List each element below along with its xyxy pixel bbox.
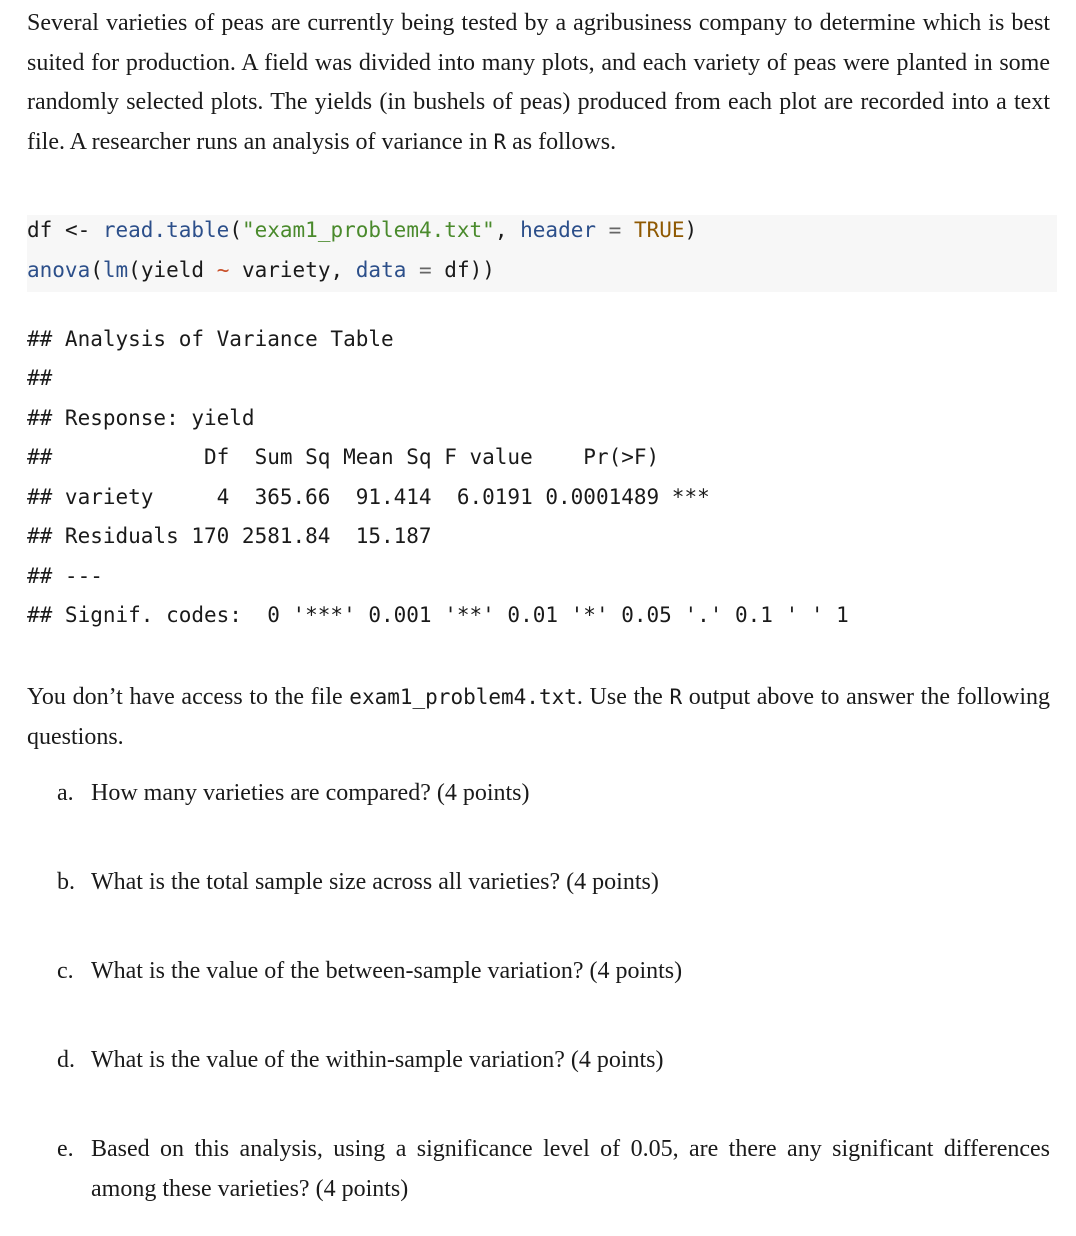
code-paren-open: ( bbox=[229, 218, 242, 242]
output-line: ## --- bbox=[27, 564, 103, 588]
output-line: ## variety 4 365.66 91.414 6.0191 0.0001489 *** bbox=[27, 485, 710, 509]
question-marker: b. bbox=[57, 869, 75, 895]
code-paren-open-2: ( bbox=[90, 258, 103, 282]
question-a bbox=[57, 773, 1050, 813]
code-equals: = bbox=[596, 218, 634, 242]
code-var-df: df bbox=[27, 218, 53, 242]
question-d bbox=[57, 1040, 1050, 1080]
question-text: Based on this analysis, using a significance level of 0.05, are there any significant differences among these varieties? (4 points) bbox=[91, 1136, 1050, 1202]
para-text-1: You don’t have access to the file bbox=[27, 684, 350, 710]
code-arg-header: header bbox=[520, 218, 596, 242]
question-c bbox=[57, 951, 1050, 991]
code-func-anova: anova bbox=[27, 258, 91, 282]
output-line: ## Response: yield bbox=[27, 406, 255, 430]
r-inline-code: R bbox=[669, 685, 683, 709]
instructions-paragraph bbox=[27, 678, 1050, 757]
code-equals-2: = bbox=[406, 258, 445, 282]
question-e bbox=[57, 1129, 1050, 1209]
code-func-read-table: read.table bbox=[102, 218, 230, 242]
code-paren-close: ) bbox=[684, 218, 698, 242]
code-formula-rhs: variety, bbox=[229, 258, 356, 282]
question-marker: e. bbox=[57, 1136, 74, 1162]
output-line: ## Analysis of Variance Table bbox=[27, 327, 394, 351]
intro-paragraph bbox=[27, 4, 1050, 162]
output-line: ## Residuals 170 2581.84 15.187 bbox=[27, 524, 710, 548]
para-text-3: output above to answer the following questions. bbox=[27, 684, 1050, 750]
code-line-2 bbox=[27, 258, 495, 282]
code-arg-data: data bbox=[355, 258, 407, 282]
code-line-1 bbox=[27, 218, 697, 242]
question-text: How many varieties are compared? (4 points) bbox=[91, 780, 530, 806]
intro-text-2: as follows. bbox=[506, 128, 617, 155]
code-comma: , bbox=[494, 218, 521, 242]
code-tilde: ~ bbox=[216, 258, 230, 282]
r-inline-code: R bbox=[493, 129, 507, 154]
code-rest: df)) bbox=[444, 258, 495, 282]
code-filename-string: "exam1_problem4.txt" bbox=[241, 218, 495, 242]
question-text: What is the value of the between-sample variation? (4 points) bbox=[91, 958, 683, 984]
code-func-lm: lm bbox=[102, 258, 129, 282]
question-marker: a. bbox=[57, 780, 74, 806]
output-line: ## Signif. codes: 0 '***' 0.001 '**' 0.01 '*' 0.05 '.' 0.1 ' ' 1 bbox=[27, 603, 849, 627]
intro-text-1: Several varieties of peas are currently being tested by a agribusiness company to determine which is best suited for production. A field was divided into many plots, and each variety of peas were planted in some randomly selected plots. The yields (in bushels of peas) produced from each plot are recorded into a text file. A researcher runs an analysis of variance in bbox=[27, 10, 1050, 155]
question-marker: d. bbox=[57, 1047, 75, 1073]
question-marker: c. bbox=[57, 958, 74, 984]
question-b bbox=[57, 862, 1050, 902]
filename-inline-code: exam1_problem4.txt bbox=[349, 685, 577, 709]
output-line: ## bbox=[27, 366, 53, 390]
r-code-block bbox=[27, 215, 1057, 292]
code-value-true: TRUE bbox=[633, 218, 685, 242]
question-text: What is the total sample size across all varieties? (4 points) bbox=[91, 869, 659, 895]
output-line: ## Df Sum Sq Mean Sq F value Pr(>F) bbox=[27, 445, 710, 469]
question-text: What is the value of the within-sample variation? (4 points) bbox=[91, 1047, 664, 1073]
code-assign-operator: <- bbox=[52, 218, 103, 242]
para-text-2: . Use the bbox=[576, 684, 670, 710]
code-formula-lhs: (yield bbox=[128, 258, 217, 282]
